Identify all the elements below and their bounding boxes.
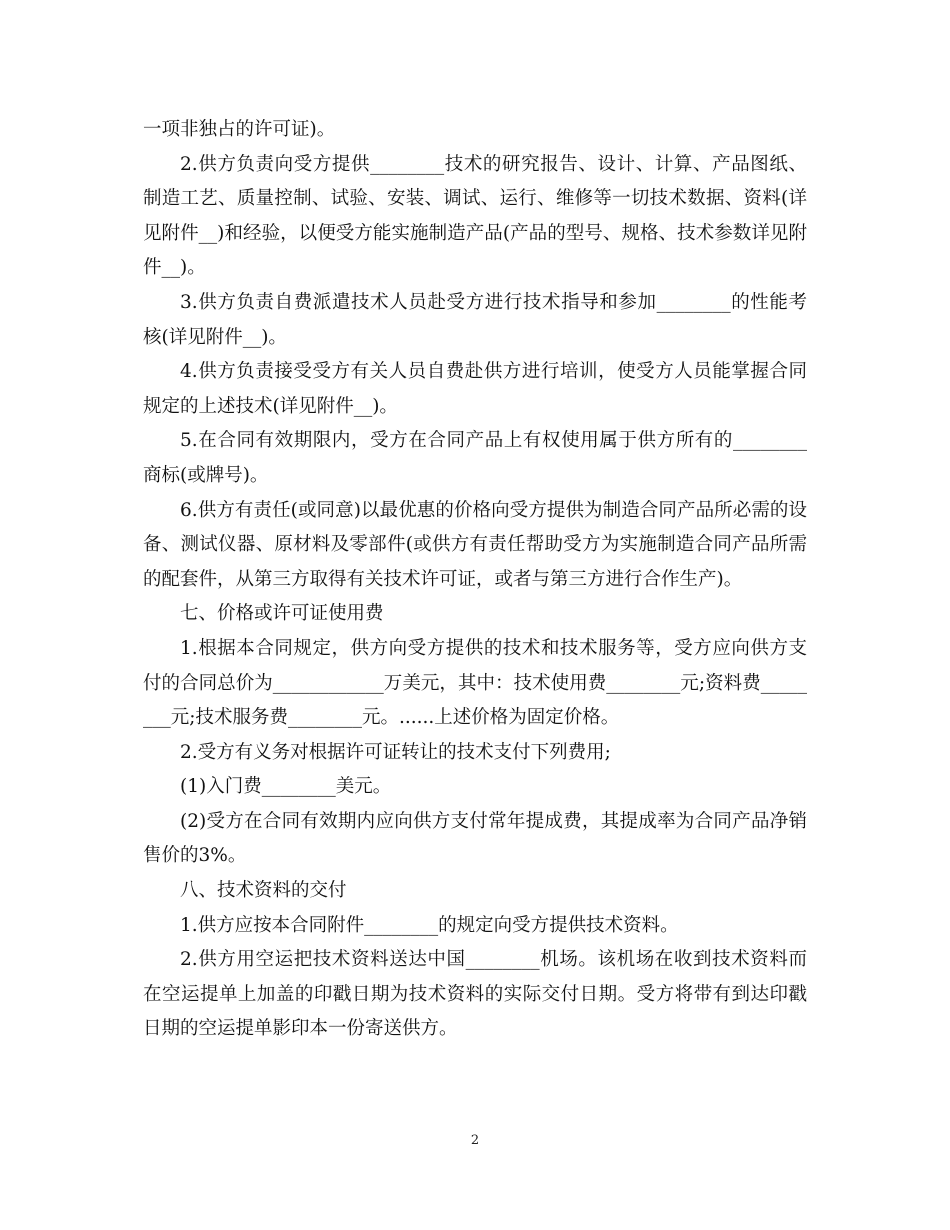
paragraph: (2)受方在合同有效期内应向供方支付常年提成费，其提成率为合同产品净销售价的3%。	[143, 810, 807, 867]
paragraph: 3.供方负责自费派遣技术人员赴受方进行技术指导和参加________的性能考核(详见附件__)。	[143, 291, 807, 348]
page-number: 2	[470, 1133, 480, 1148]
document-body	[143, 113, 807, 1047]
paragraph: 2.供方用空运把技术资料送达中国________机场。该机场在收到技术资料而在空运提单上加盖的印戳日期为技术资料的实际交付日期。受方将带有到达印戳日期的空运提单影印本一份寄送供方。	[143, 949, 807, 1040]
paragraph: 一项非独占的许可证)。	[143, 119, 336, 140]
paragraph: 1.供方应按本合同附件________的规定向受方提供技术资料。	[180, 914, 679, 936]
paragraph: 2.供方负责向受方提供________技术的研究报告、设计、计算、产品图纸、制造工艺、质量控制、试验、安装、调试、运行、维修等一切技术数据、资料(详见附件__)和经验，以便受方能实施制造产品(产品的型号、规格、技术参数详见附件__)。	[143, 153, 807, 279]
paragraph: 2.受方有义务对根据许可证转让的技术支付下列费用;	[180, 741, 611, 763]
section-heading: 八、技术资料的交付	[180, 880, 347, 902]
paragraph: 1.根据本合同规定，供方向受方提供的技术和技术服务等，受方应向供方支付的合同总价为____________万美元，其中：技术使用费________元;资料费________元;技术服务费________元。......上述价格为固定价格。	[143, 637, 807, 729]
paragraph: (1)入门费________美元。	[180, 776, 392, 798]
paragraph: 6.供方有责任(或同意)以最优惠的价格向受方提供为制造合同产品所必需的设备、测试仪器、原材料及零部件(或供方有责任帮助受方为实施制造合同产品所需的配套件，从第三方取得有关技术许可证，或者与第三方进行合作生产)。	[143, 499, 807, 590]
section-heading: 七、价格或许可证使用费	[180, 603, 384, 625]
paragraph: 4.供方负责接受受方有关人员自费赴供方进行培训，使受方人员能掌握合同规定的上述技术(详见附件__)。	[143, 361, 807, 417]
paragraph: 5.在合同有效期限内，受方在合同产品上有权使用属于供方所有的________商标(或牌号)。	[143, 430, 807, 486]
